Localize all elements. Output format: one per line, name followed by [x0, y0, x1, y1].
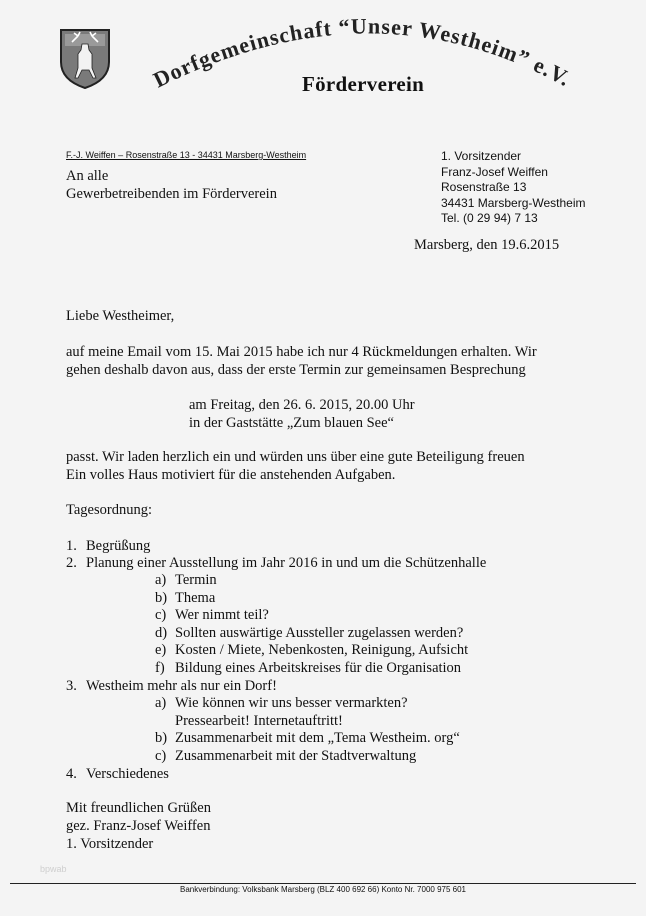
subitem-letter: b)	[155, 730, 168, 746]
agenda-text: Westheim mehr als nur ein Dorf!	[86, 678, 277, 694]
agenda-subitem	[155, 641, 468, 659]
subitem-text: Termin	[175, 572, 217, 588]
subitem-letter: d)	[155, 625, 168, 641]
agenda-subitem	[155, 624, 463, 642]
intro-paragraph	[66, 343, 586, 379]
sender-contact-block	[441, 149, 586, 227]
recipient-line: Gewerbetreibenden im Förderverein	[66, 186, 277, 202]
subitem-letter: a)	[155, 695, 167, 711]
contact-line: Franz-Josef Weiffen	[441, 164, 548, 179]
contact-line: 1. Vorsitzender	[441, 149, 522, 163]
contact-line: 34431 Marsberg-Westheim	[441, 195, 586, 210]
subitem-letter: a)	[155, 572, 167, 588]
letter-date: Marsberg, den 19.6.2015	[414, 237, 560, 253]
subitem-letter: c)	[155, 748, 167, 764]
subitem-text: Wie können wir uns besser vermarkten?	[175, 695, 408, 711]
agenda-item	[66, 677, 277, 695]
sender-return-address: F.-J. Weiffen – Rosenstraße 13 - 34431 Marsberg-Westheim	[66, 150, 307, 160]
agenda-subitem	[155, 606, 269, 624]
closing-line: gez. Franz-Josef Weiffen	[66, 818, 211, 834]
agenda-text: Verschiedenes	[86, 766, 169, 782]
closing-block	[66, 799, 586, 853]
paragraph-line: Ein volles Haus motiviert für die anstehenden Aufgaben.	[66, 467, 396, 483]
agenda-subitem	[155, 659, 461, 677]
agenda-subitem	[155, 747, 416, 765]
agenda-text: Begrüßung	[86, 538, 151, 554]
subitem-letter: b)	[155, 590, 168, 606]
recipient-block	[66, 167, 277, 203]
meeting-details	[189, 396, 415, 432]
paragraph-line: gehen deshalb davon aus, dass der erste Termin zur gemeinsamen Besprechung	[66, 362, 526, 378]
deer-crest-icon	[58, 28, 112, 90]
paragraph-line: auf meine Email vom 15. Mai 2015 habe ich nur 4 Rückmeldungen erhalten. Wir	[66, 344, 537, 360]
subitem-text: Bildung eines Arbeitskreises für die Organisation	[175, 660, 462, 676]
recipient-line: An alle	[66, 168, 109, 184]
watermark: bpwab	[40, 864, 67, 874]
subitem-text: Thema	[175, 590, 216, 606]
letterhead-title-text: Dorfgemeinschaft “Unser Westheim” e.V.	[149, 13, 576, 93]
closing-line: 1. Vorsitzender	[66, 836, 154, 852]
subitem-text: Sollten auswärtige Aussteller zugelassen werden?	[175, 625, 464, 641]
footer-bank-details: Bankverbindung: Volksbank Marsberg (BLZ 400 692 66) Konto Nr. 7000 975 601	[180, 885, 466, 894]
paragraph-line: passt. Wir laden herzlich ein und würden uns über eine gute Beteiligung freuen	[66, 449, 525, 465]
subitem-text: Kosten / Miete, Nebenkosten, Reinigung, Aufsicht	[175, 642, 469, 658]
agenda-number: 1.	[66, 538, 77, 554]
agenda-subitem	[155, 712, 343, 730]
letterhead-subtitle: Förderverein	[302, 72, 425, 96]
contact-line: Rosenstraße 13	[441, 180, 527, 194]
agenda-number: 4.	[66, 766, 77, 782]
subitem-letter: f)	[155, 660, 165, 676]
contact-line: Tel. (0 29 94) 7 13	[441, 211, 538, 225]
subitem-letter: c)	[155, 607, 167, 623]
agenda-heading: Tagesordnung:	[66, 502, 152, 518]
agenda-item	[66, 554, 486, 572]
subitem-text: Pressearbeit! Internetauftritt!	[175, 713, 343, 729]
meeting-line: am Freitag, den 26. 6. 2015, 20.00 Uhr	[189, 397, 415, 413]
agenda-text: Planung einer Ausstellung im Jahr 2016 in und um die Schützenhalle	[86, 555, 487, 571]
agenda-number: 2.	[66, 555, 77, 571]
agenda-item	[66, 765, 169, 783]
greeting: Liebe Westheimer,	[66, 308, 175, 324]
invite-paragraph	[66, 448, 586, 484]
agenda-subitem	[155, 571, 217, 589]
subitem-text: Zusammenarbeit mit dem „Tema Westheim. org“	[175, 730, 460, 746]
agenda-subitem	[155, 694, 408, 712]
agenda-subitem	[155, 589, 215, 607]
subitem-text: Zusammenarbeit mit der Stadtverwaltung	[175, 748, 417, 764]
subitem-text: Wer nimmt teil?	[175, 607, 269, 623]
meeting-line: in der Gaststätte „Zum blauen See“	[189, 415, 394, 431]
agenda-item	[66, 537, 150, 555]
footer-divider	[10, 883, 636, 884]
agenda-number: 3.	[66, 678, 77, 694]
subitem-letter: e)	[155, 642, 167, 658]
agenda-subitem	[155, 729, 460, 747]
closing-line: Mit freundlichen Grüßen	[66, 800, 211, 816]
